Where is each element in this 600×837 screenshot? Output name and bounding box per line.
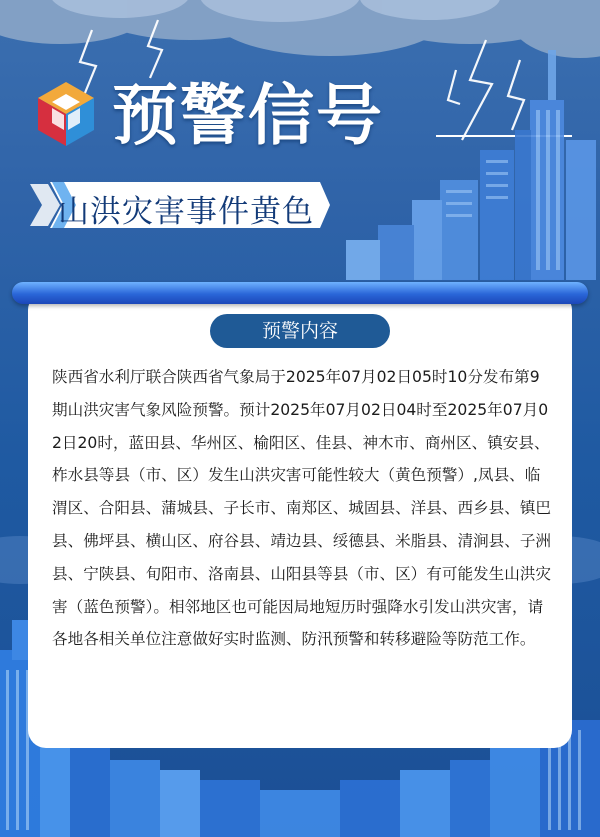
card-top-bar <box>12 282 588 304</box>
cube-logo-icon <box>30 78 102 150</box>
section-label: 预警内容 <box>210 314 390 348</box>
warning-body-text: 陕西省水利厅联合陕西省气象局于2025年07月02日05时10分发布第9期山洪灾害气象风险预警。预计2025年07月02日04时至2025年07月02日20时，蓝田县、华州区、榆阳区、佳县、神木市、商州区、镇安县、柞水县等县（市、区）发生山洪灾害可能性较大（黄色预警）,凤县、临渭区、合阳县、蒲城县、子长市、南郑区、城固县、洋县、西乡县、镇巴县、佛坪县、横山区、府谷县、靖边县、绥德县、米脂县、清涧县、子洲县、宁陕县、旬阳市、洛南县、山阳县等县（市、区）有可能发生山洪灾害（蓝色预警）。相邻地区也可能因局地短历时强降水引发山洪灾害，请各地各相关单位注意做好实时监测、防汛预警和转移避险等防范工作。 <box>52 368 552 649</box>
page-title: 预警信号 <box>112 77 384 154</box>
warning-subtitle: 山洪灾害事件黄色 <box>58 194 314 230</box>
